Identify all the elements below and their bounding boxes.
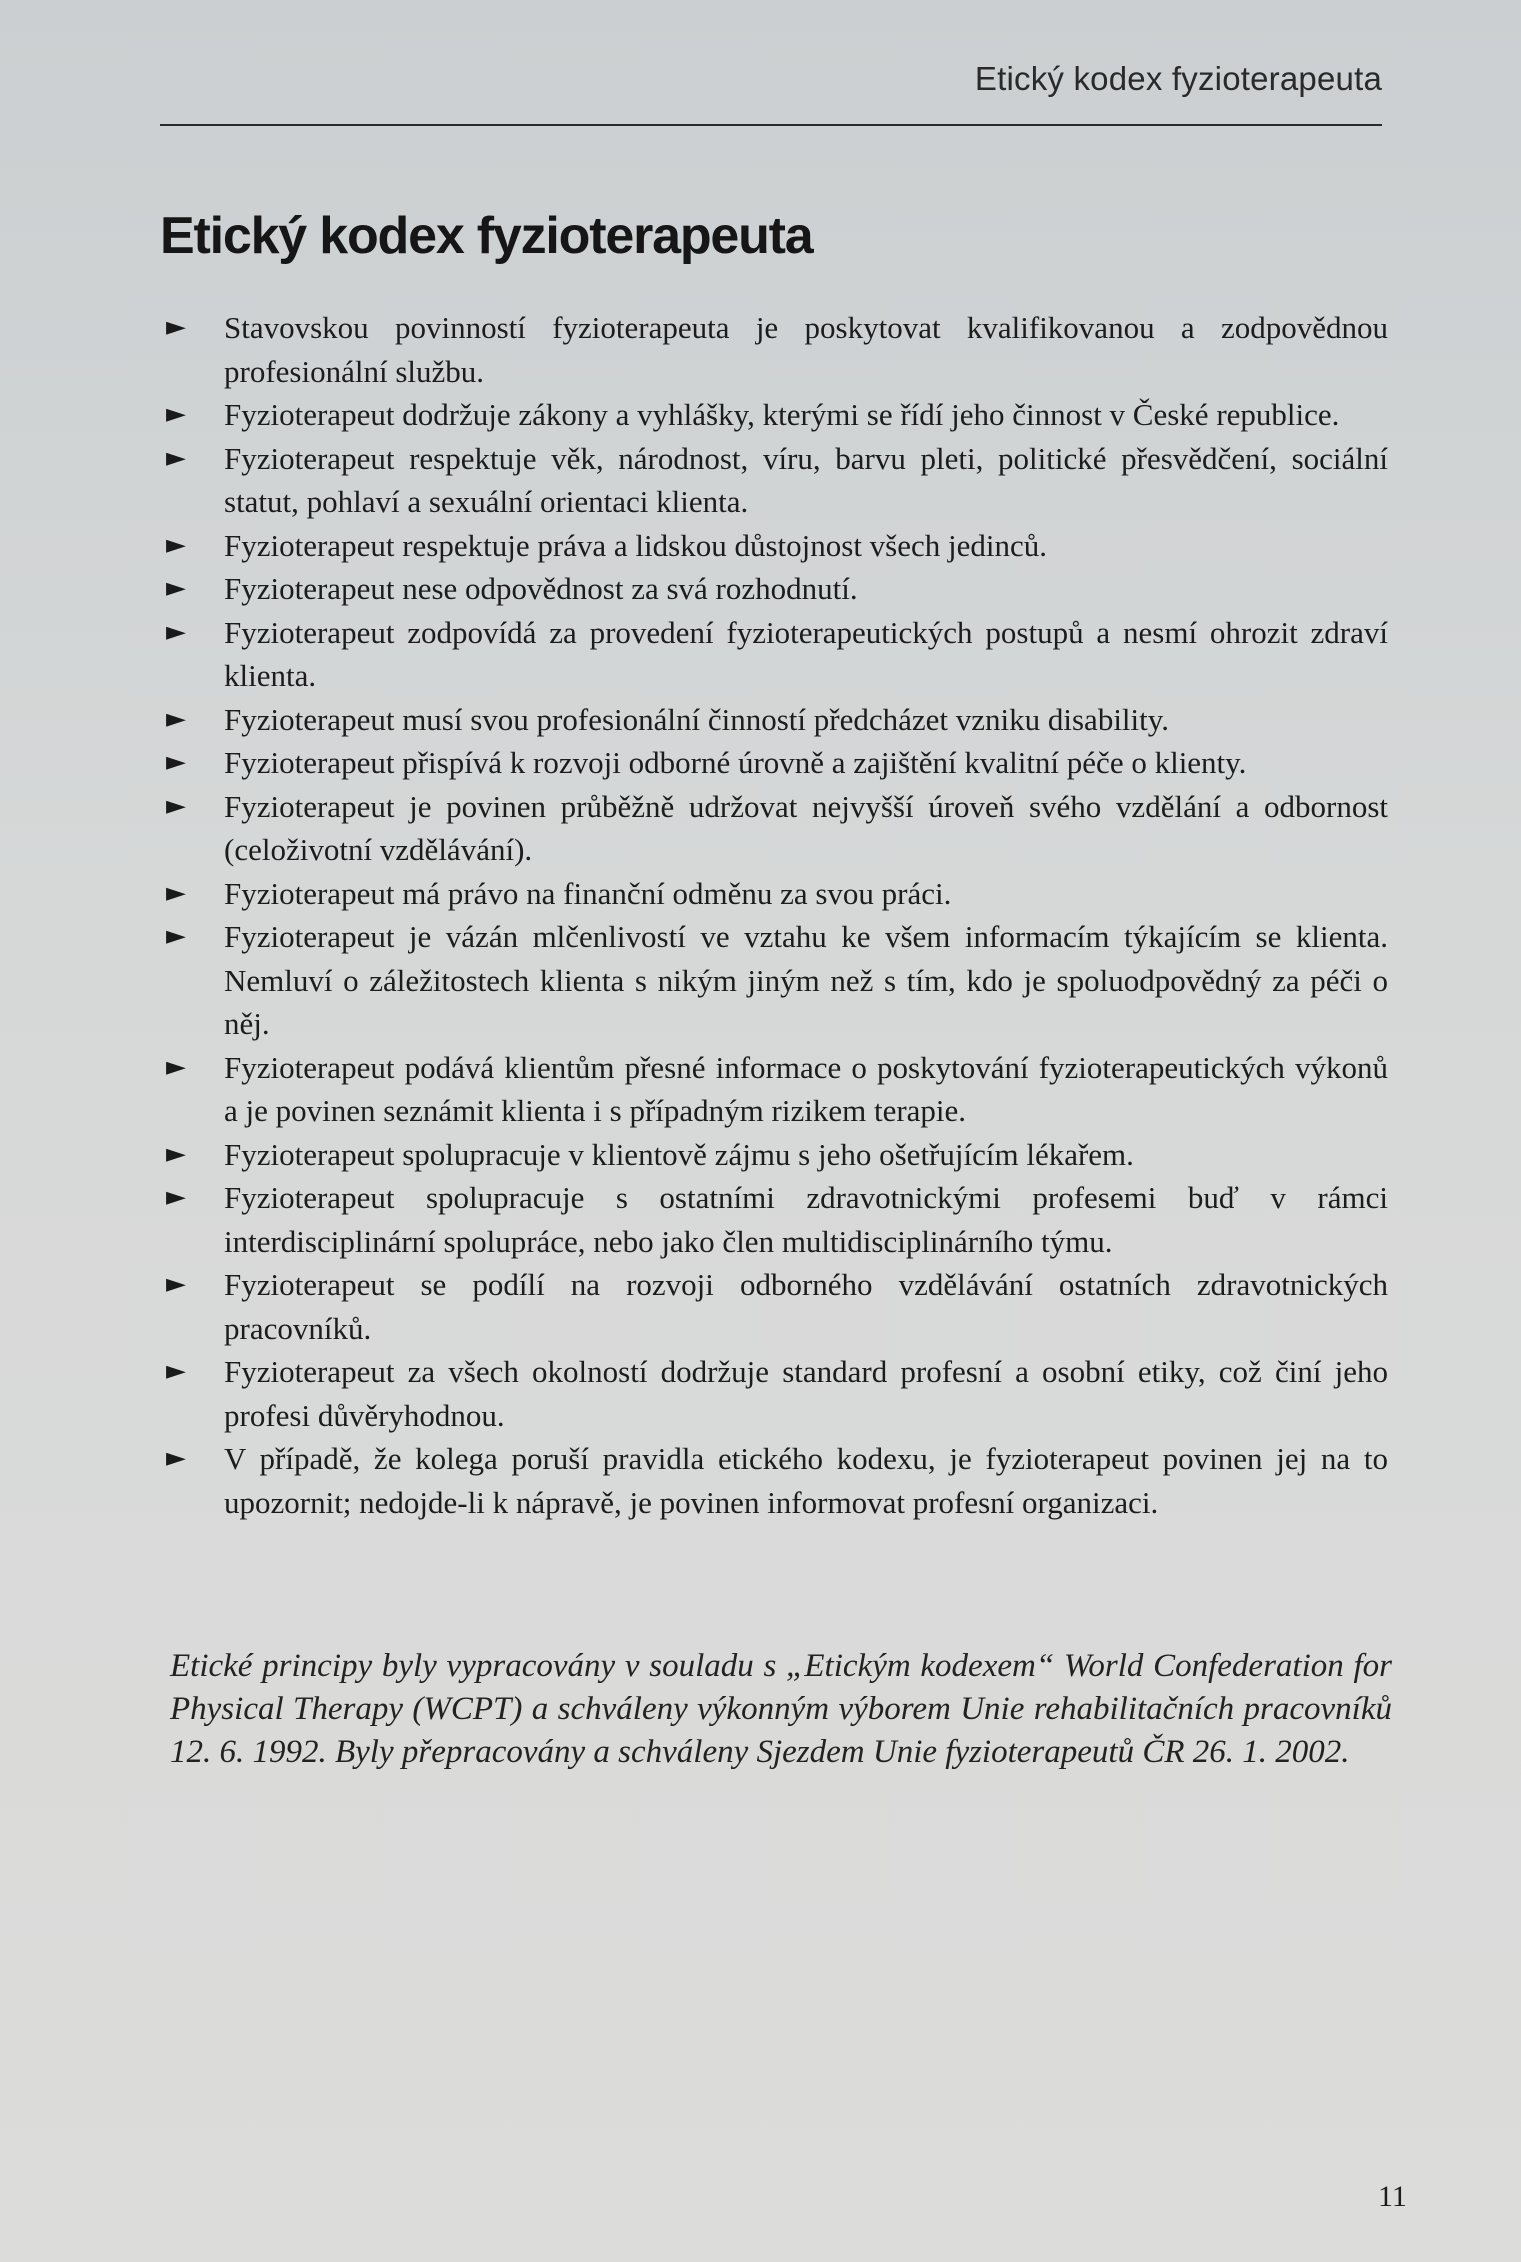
list-item-text: Fyzioterapeut podává klientům přesné informace o poskytování fyzioterapeutických výkonů a je povinen seznámit klienta i s případným rizikem terapie. <box>224 1049 1388 1128</box>
list-item <box>166 306 1388 393</box>
triangle-bullet-icon: ► <box>166 1269 186 1299</box>
triangle-bullet-icon: ► <box>166 1356 186 1386</box>
list-item-text: Fyzioterapeut nese odpovědnost za svá rozhodnutí. <box>224 571 858 606</box>
list-item-text: Fyzioterapeut je vázán mlčenlivostí ve vztahu ke všem informacím týkajícím se klienta. Nemluví o záležitostech klienta s nikým jiným než s tím, kdo je spoluodpovědný za péči o něj. <box>224 919 1388 1041</box>
triangle-bullet-icon: ► <box>166 573 186 603</box>
list-item-text: Fyzioterapeut se podílí na rozvoji odborného vzdělávání ostatních zdravotnických pracovníků. <box>224 1267 1388 1346</box>
page-title: Etický kodex fyzioterapeuta <box>160 207 813 265</box>
triangle-bullet-icon: ► <box>166 616 186 647</box>
list-item-text: Fyzioterapeut spolupracuje v klientově zájmu s jeho ošetřujícím lékařem. <box>224 1136 1134 1172</box>
list-item <box>166 785 1388 872</box>
source-note: Etické principy byly vypracovány v souladu s „Etickým kodexem“ World Confederation for Physical Therapy (WCPT) a schváleny výkonným výborem Unie rehabilitačních pracovníků 12. 6. 1992. Byly přepracovány a schváleny Sjezdem Unie fyzioterapeutů ČR 26. 1. 2002. <box>170 1648 1392 1770</box>
triangle-bullet-icon: ► <box>166 1182 186 1212</box>
ethics-code-list <box>166 306 1388 1524</box>
triangle-bullet-icon: ► <box>166 790 186 821</box>
list-item <box>166 437 1388 524</box>
list-item <box>166 567 1388 611</box>
triangle-bullet-icon: ► <box>166 399 186 429</box>
list-item-text: Fyzioterapeut respektuje věk, národnost, víru, barvu pleti, politické přesvědčení, sociální statut, pohlaví a sexuální orientaci klienta. <box>224 440 1388 519</box>
triangle-bullet-icon: ► <box>166 1443 186 1473</box>
triangle-bullet-icon: ► <box>166 442 186 473</box>
list-item-text: Fyzioterapeut zodpovídá za provedení fyzioterapeutických postupů a nesmí ohrozit zdraví klienta. <box>224 614 1388 693</box>
list-item <box>166 1437 1388 1524</box>
triangle-bullet-icon: ► <box>166 312 186 342</box>
triangle-bullet-icon: ► <box>166 529 186 560</box>
list-item-text: Fyzioterapeut je povinen průběžně udržovat nejvyšší úroveň svého vzdělání a odbornost (celoživotní vzdělávání). <box>224 788 1388 867</box>
list-item <box>166 393 1388 437</box>
triangle-bullet-icon: ► <box>166 703 186 734</box>
list-item <box>166 1046 1388 1133</box>
list-item-text: Stavovskou povinností fyzioterapeuta je poskytovat kvalifikovanou a zodpovědnou profesionální službu. <box>224 310 1388 389</box>
list-item <box>166 1263 1388 1350</box>
list-item <box>166 1350 1388 1437</box>
list-item <box>166 1133 1388 1177</box>
triangle-bullet-icon: ► <box>166 1051 186 1082</box>
list-item-text: Fyzioterapeut spolupracuje s ostatními zdravotnickými profesemi buď v rámci interdisciplinární spolupráce, nebo jako člen multidisciplinárního týmu. <box>224 1180 1388 1259</box>
list-item <box>166 915 1388 1046</box>
list-item-text: Fyzioterapeut musí svou profesionální činností předcházet vzniku disability. <box>224 701 1170 737</box>
list-item-text: Fyzioterapeut přispívá k rozvoji odborné úrovně a zajištění kvalitní péče o klienty. <box>224 745 1247 780</box>
triangle-bullet-icon: ► <box>166 747 186 777</box>
list-item-text: Fyzioterapeut dodržuje zákony a vyhlášky, kterými se řídí jeho činnost v České republice. <box>224 397 1340 432</box>
running-header <box>160 58 1382 126</box>
list-item-text: Fyzioterapeut za všech okolností dodržuje standard profesní a osobní etiky, což činí jeho profesi důvěryhodnou. <box>224 1354 1388 1433</box>
triangle-bullet-icon: ► <box>166 877 186 908</box>
triangle-bullet-icon: ► <box>166 921 186 951</box>
running-header-title: Etický kodex fyzioterapeuta <box>974 60 1382 97</box>
list-item-text: V případě, že kolega poruší pravidla etického kodexu, je fyzioterapeut povinen jej na to upozornit; nedojde-li k nápravě, je povinen informovat profesní organizaci. <box>224 1441 1388 1520</box>
triangle-bullet-icon: ► <box>166 1138 186 1169</box>
list-item <box>166 872 1388 916</box>
list-item-text: Fyzioterapeut má právo na finanční odměnu za svou práci. <box>224 875 952 911</box>
list-item <box>166 611 1388 698</box>
list-item <box>166 1176 1388 1263</box>
list-item <box>166 741 1388 785</box>
page-number: 11 <box>1378 2180 1407 2213</box>
list-item-text: Fyzioterapeut respektuje práva a lidskou důstojnost všech jedinců. <box>224 527 1048 563</box>
list-item <box>166 698 1388 742</box>
list-item <box>166 524 1388 568</box>
